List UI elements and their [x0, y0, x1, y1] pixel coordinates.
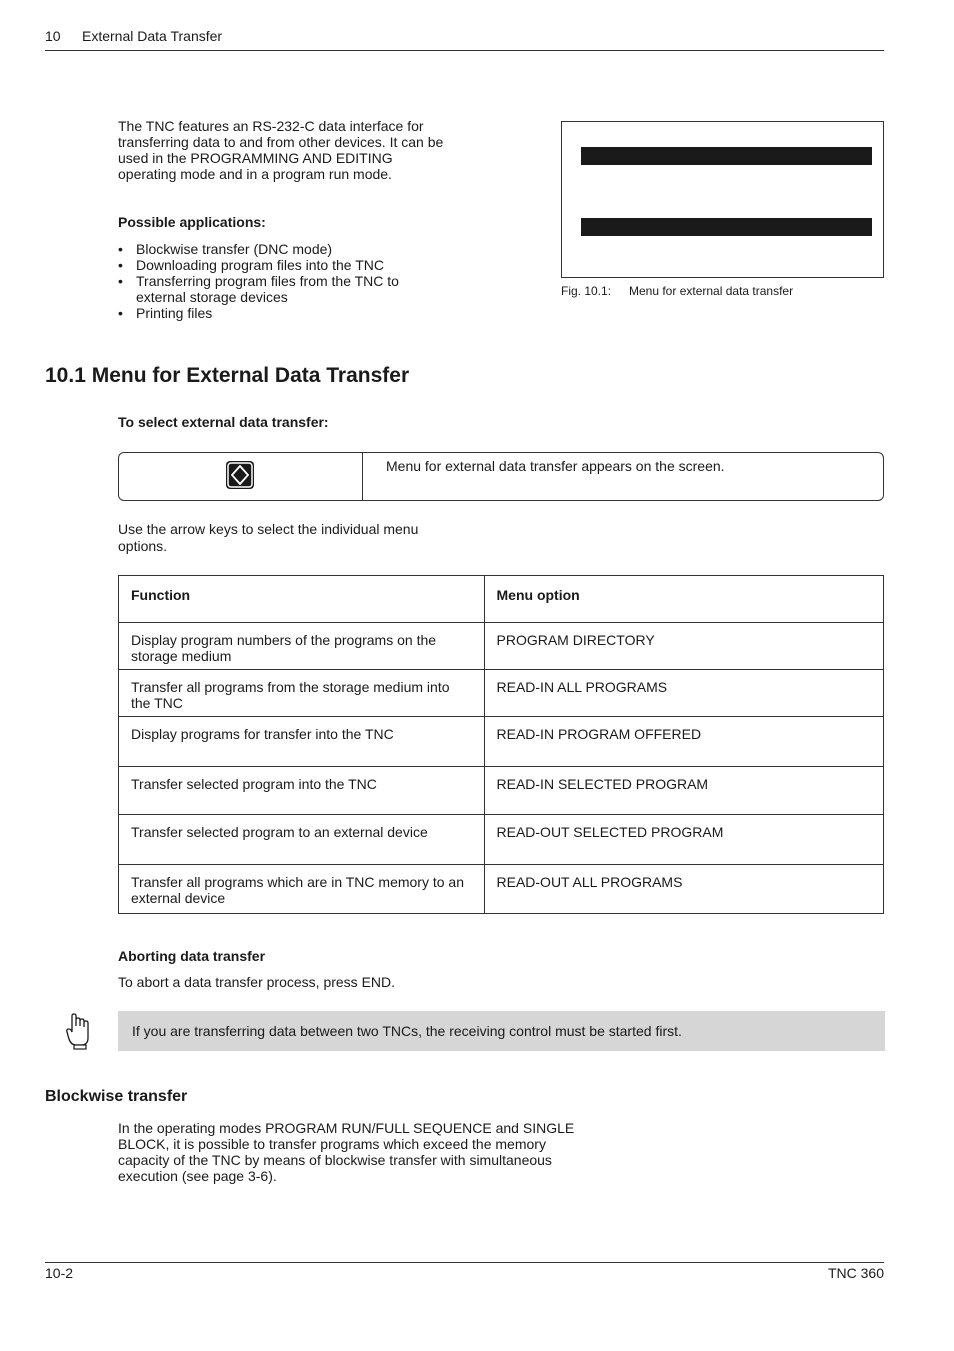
figure-screen — [561, 121, 884, 278]
table-cell: READ-IN ALL PROGRAMS — [484, 670, 884, 717]
intro-paragraph: The TNC features an RS-232-C data interface for transferring data to and from other devices. It can be used in the PROGRAMMING AND EDITING operating mode and in a program run mode. — [118, 118, 444, 182]
figure-highlight-bar — [581, 218, 872, 236]
select-heading: To select external data transfer: — [118, 414, 329, 430]
table-cell: READ-OUT ALL PROGRAMS — [484, 865, 884, 914]
header-chapter-number: 10 — [45, 28, 61, 44]
blockwise-text: In the operating modes PROGRAM RUN/FULL SEQUENCE and SINGLE BLOCK, it is possible to transfer programs which exceed the memory capacity of the TNC by means of blockwise transfer with simultaneous execution (see page 3-6). — [118, 1120, 575, 1184]
footer-page-number: 10-2 — [45, 1265, 74, 1281]
footer-rule — [45, 1262, 884, 1263]
pointing-hand-icon — [66, 1012, 94, 1050]
header-rule — [45, 50, 884, 51]
applications-list — [118, 241, 428, 321]
column-header-function: Function — [119, 576, 485, 623]
ext-data-key-icon — [226, 461, 254, 489]
table-cell: Display programs for transfer into the TNC — [119, 717, 485, 767]
table-row — [119, 767, 884, 815]
table-cell: PROGRAM DIRECTORY — [484, 623, 884, 670]
list-item: • Downloading program files into the TNC — [118, 257, 428, 273]
blockwise-heading: Blockwise transfer — [45, 1088, 188, 1105]
figure-caption: Menu for external data transfer — [629, 284, 794, 298]
table-header-row — [119, 576, 884, 623]
table-cell: Display program numbers of the programs on the storage medium — [119, 623, 485, 670]
key-description: Menu for external data transfer appears on the screen. — [386, 458, 725, 474]
table-cell: Transfer selected program into the TNC — [119, 767, 485, 815]
list-item: • Transferring program files from the TNC to external storage devices — [118, 273, 428, 305]
list-item: • Printing files — [118, 305, 428, 321]
arrow-instruction: Use the arrow keys to select the individual menu options. — [118, 521, 419, 554]
key-box-divider — [362, 453, 363, 500]
table-cell: Transfer all programs which are in TNC memory to an external device — [119, 865, 485, 914]
figure-label: Fig. 10.1: — [561, 284, 612, 298]
table-cell: READ-OUT SELECTED PROGRAM — [484, 815, 884, 865]
column-header-menu-option: Menu option — [484, 576, 884, 623]
table-row — [119, 815, 884, 865]
abort-text: To abort a data transfer process, press END. — [118, 974, 396, 990]
section-title: 10.1 Menu for External Data Transfer — [45, 364, 410, 387]
figure-highlight-bar — [581, 147, 872, 165]
table-row — [119, 717, 884, 767]
list-item: • Blockwise transfer (DNC mode) — [118, 241, 428, 257]
table-cell: READ-IN SELECTED PROGRAM — [484, 767, 884, 815]
table-row — [119, 865, 884, 914]
table-cell: Transfer selected program to an external device — [119, 815, 485, 865]
table-row — [119, 623, 884, 670]
table-cell: READ-IN PROGRAM OFFERED — [484, 717, 884, 767]
header-chapter-title: External Data Transfer — [82, 28, 223, 44]
applications-heading: Possible applications: — [118, 214, 266, 230]
table-cell: Transfer all programs from the storage medium into the TNC — [119, 670, 485, 717]
key-instruction-box — [118, 452, 884, 501]
menu-options-table — [118, 575, 884, 914]
footer-product: TNC 360 — [827, 1265, 884, 1281]
note-box — [118, 1011, 885, 1051]
table-row — [119, 670, 884, 717]
note-text: If you are transferring data between two TNCs, the receiving control must be started first. — [132, 1023, 682, 1039]
abort-heading: Aborting data transfer — [118, 948, 266, 964]
